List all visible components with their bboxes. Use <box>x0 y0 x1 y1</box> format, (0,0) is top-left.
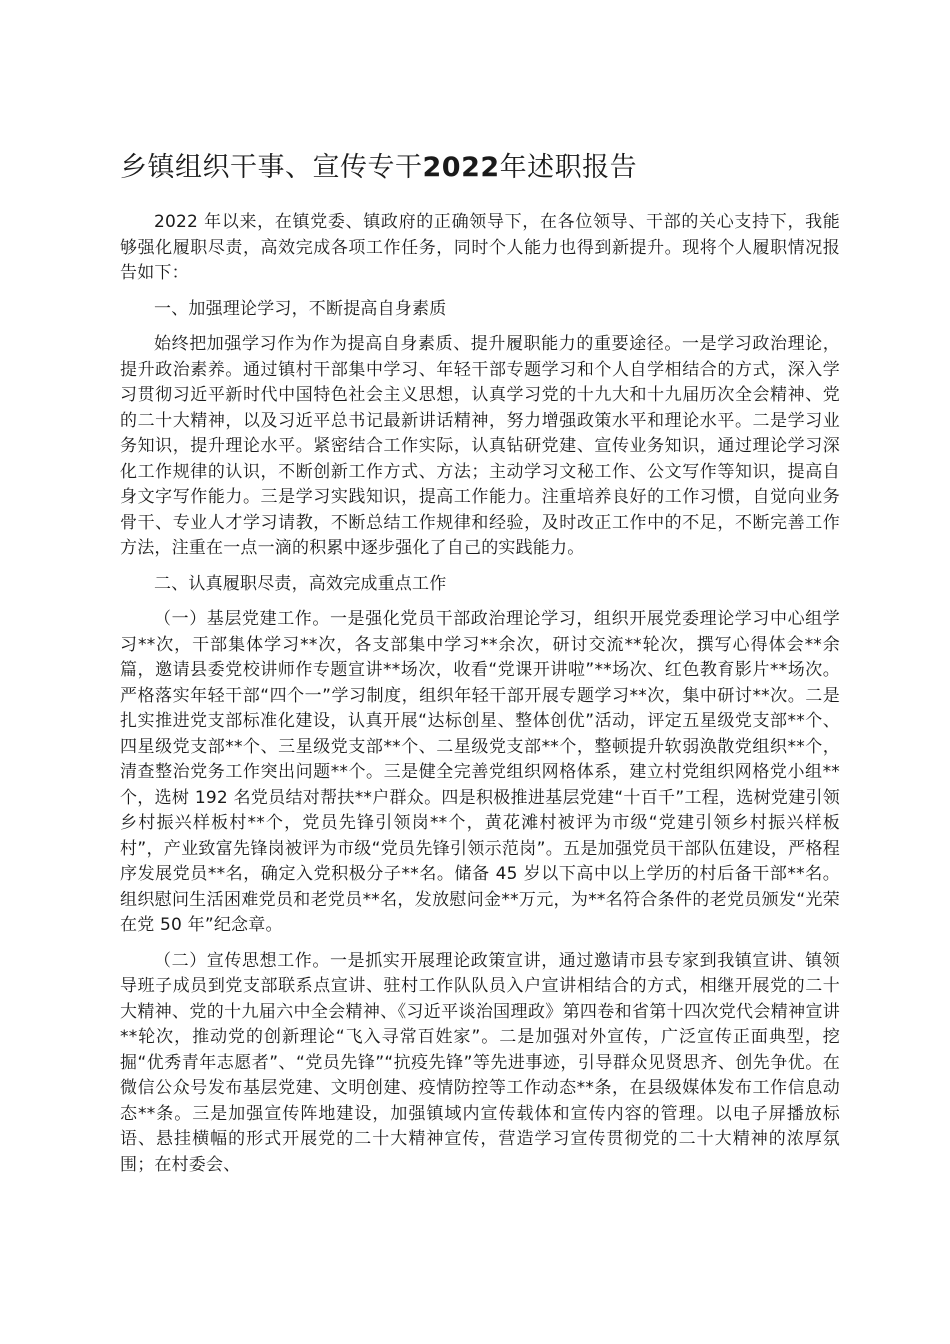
section-heading-1: 一、加强理论学习，不断提高自身素质 <box>154 298 447 319</box>
title-year: 2022 <box>422 152 500 183</box>
document-title <box>120 148 840 188</box>
body-paragraph-publicity: （二）宣传思想工作。一是抓实开展理论政策宣讲，通过邀请市县专家到我镇宣讲、镇领导班子成员到党支部联系点宣讲、驻村工作队队员入户宣讲相结合的方式，相继开展党的二十大精神、党的十九届六中全会精神、《习近平谈治国理政》第四卷和省第十四次党代会精神宣讲**轮次，推动党的创新理论“飞入寻常百姓家”。二是加强对外宣传，广泛宣传正面典型，挖掘“优秀青年志愿者”、“党员先锋”“抗疫先锋”等先进事迹，引导群众见贤思齐、创先争优。在微信公众号发布基层党建、文明创建、疫情防控等工作动态**条，在县级媒体发布工作信息动态**条。三是加强宣传阵地建设，加强镇域内宣传载体和宣传内容的管理。以电子屏播放标语、悬挂横幅的形式开展党的二十大精神宣传，营造学习宣传贯彻党的二十大精神的浓厚氛围；在村委会、 <box>120 950 840 1175</box>
body-paragraph-study: 始终把加强学习作为作为提高自身素质、提升履职能力的重要途径。一是学习政治理论，提升政治素养。通过镇村干部集中学习、年轻干部专题学习和个人自学相结合的方式，深入学习贯彻习近平新时代中国特色社会主义思想，认真学习党的十九大和十九届历次全会精神、党的二十大精神，以及习近平总书记最新讲话精神，努力增强政策水平和理论水平。二是学习业务知识，提升理论水平。紧密结合工作实际，认真钻研党建、宣传业务知识，通过理论学习深化工作规律的认识，不断创新工作方式、方法；主动学习文秘工作、公文写作等知识，提高自身文字写作能力。三是学习实践知识，提高工作能力。注重培养良好的工作习惯，自觉向业务骨干、专业人才学习请教，不断总结工作规律和经验，及时改正工作中的不足，不断完善工作方法，注重在一点一滴的积累中逐步强化了自己的实践能力。 <box>120 334 840 558</box>
title-prefix: 乡镇组织干事、宣传专干 <box>120 152 423 183</box>
intro-paragraph: 2022 年以来，在镇党委、镇政府的正确领导下，在各位领导、干部的关心支持下，我能够强化履职尽责，高效完成各项工作任务，同时个人能力也得到新提升。现将个人履职情况报告如下： <box>120 212 840 283</box>
document-page <box>120 148 840 1188</box>
body-paragraph-party-building: （一）基层党建工作。一是强化党员干部政治理论学习，组织开展党委理论学习中心组学习**次，干部集体学习**次，各支部集中学习**余次，研讨交流**轮次，撰写心得体会**余篇，邀请县委党校讲师作专题宣讲**场次，收看“党课开讲啦”**场次、红色教育影片**场次。严格落实年轻干部“四个一”学习制度，组织年轻干部开展专题学习**次，集中研讨**次。二是扎实推进党支部标准化建设，认真开展“达标创星、整体创优”活动，评定五星级党支部**个、四星级党支部**个、三星级党支部**个、二星级党支部**个，整顿提升软弱涣散党组织**个，清查整治党务工作突出问题**个。三是健全完善党组织网格体系，建立村党组织网格党小组**个，选树 192 名党员结对帮扶**户群众。四是积极推进基层党建“十百千”工程，选树党建引领乡村振兴样板村**个，党员先锋引领岗**个，黄花滩村被评为市级“党建引领乡村振兴样板村”，产业致富先锋岗被评为市级“党员先锋引领示范岗”。五是加强党员干部队伍建设，严格程序发展党员**名，确定入党积极分子**名。储备 45 岁以下高中以上学历的村后备干部**名。组织慰问生活困难党员和老党员**名，发放慰问金**万元，为**名符合条件的老党员颁发“光荣在党 50 年”纪念章。 <box>120 609 840 935</box>
title-suffix: 年述职报告 <box>499 152 638 183</box>
section-heading-2: 二、认真履职尽责，高效完成重点工作 <box>154 573 447 594</box>
